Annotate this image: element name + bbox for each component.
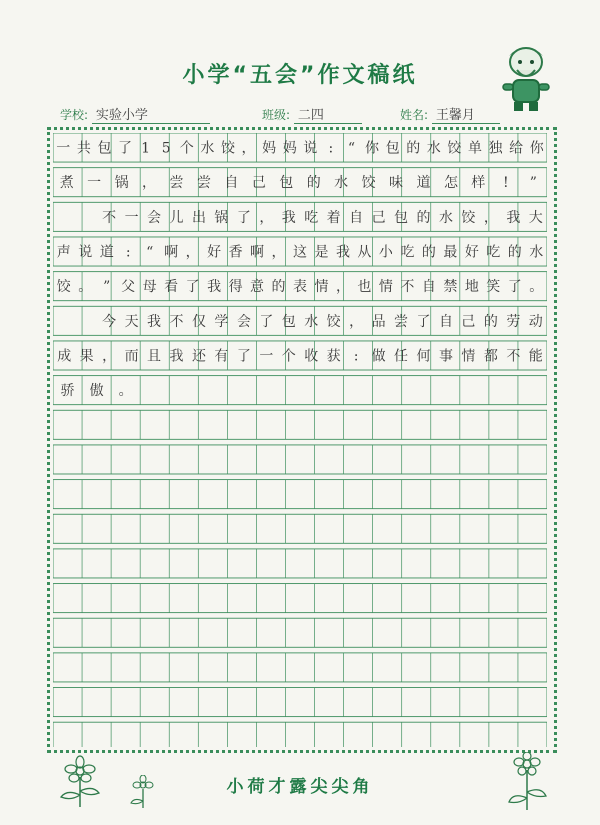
essay-char: 意: [250, 279, 265, 296]
grid-row: [53, 410, 547, 439]
essay-char: 己: [251, 175, 266, 192]
essay-char: “: [146, 244, 154, 261]
essay-char: :: [125, 244, 131, 261]
essay-char: 我: [281, 209, 296, 226]
essay-char: 仅: [191, 313, 206, 330]
essay-char: 吃: [304, 209, 319, 226]
essay-char: 饺: [220, 140, 235, 157]
essay-char: 自: [224, 175, 239, 192]
essay-char: ”: [103, 279, 111, 296]
essay-char: 会: [236, 313, 251, 330]
essay-char: 煮: [59, 175, 74, 192]
essay-char: 包: [281, 313, 296, 330]
essay-char: 锅: [214, 209, 229, 226]
essay-char: 尝: [394, 313, 409, 330]
essay-char: 事: [438, 348, 453, 365]
essay-char: 道: [416, 175, 431, 192]
essay-char: 个: [281, 348, 296, 365]
essay-char: 一: [87, 175, 102, 192]
essay-char: 水: [529, 244, 544, 261]
essay-char: ，: [259, 209, 274, 226]
grid-row: [53, 653, 547, 682]
essay-char: 妈: [262, 140, 277, 157]
paper-title: 小学“五会”作文稿纸: [182, 63, 418, 88]
essay-char: 获: [326, 348, 341, 365]
essay-char: 不: [506, 348, 521, 365]
essay-char: ，: [271, 244, 286, 261]
essay-char: 水: [304, 313, 319, 330]
essay-char: 了: [185, 279, 200, 296]
essay-char: 尝: [196, 175, 211, 192]
essay-char: 包: [97, 140, 112, 157]
grid-row: [53, 722, 547, 747]
essay-char: ，: [142, 175, 157, 192]
essay-char: 动: [528, 313, 543, 330]
essay-char: 不: [400, 279, 415, 296]
essay-char: 父: [121, 279, 136, 296]
essay-char: 表: [293, 279, 307, 296]
essay-char: 饺: [56, 279, 71, 296]
essay-char: 包: [385, 140, 400, 157]
essay-char: 饺: [361, 175, 376, 192]
essay-char: 自: [349, 209, 364, 226]
essay-char: 母: [142, 279, 157, 296]
essay-char: 。: [118, 383, 133, 400]
essay-char: ，: [483, 209, 498, 226]
essay-char: 道: [99, 244, 114, 261]
essay-char: 这: [293, 244, 307, 261]
essay-char: 情: [461, 348, 476, 365]
name-label: 姓名:: [400, 108, 429, 122]
grid-row: [53, 445, 547, 474]
essay-char: 禁: [443, 279, 458, 296]
essay-char: 说: [303, 140, 318, 157]
essay-char: 包: [279, 175, 294, 192]
essay-char: 独: [488, 140, 503, 157]
essay-char: 水: [334, 175, 349, 192]
essay-char: 的: [483, 313, 498, 330]
essay-char: ，: [102, 348, 117, 365]
essay-char: “: [347, 140, 356, 157]
cartoon-mascot-icon: [495, 42, 557, 114]
essay-char: 我: [147, 313, 162, 330]
essay-char: 任: [394, 348, 409, 365]
grid-row: [53, 688, 547, 717]
essay-char: 看: [164, 279, 179, 296]
essay-char: 水: [438, 209, 453, 226]
class-field: [262, 104, 362, 124]
essay-char: 水: [426, 140, 441, 157]
essay-char: 一: [259, 348, 274, 365]
essay-char: 是: [314, 244, 329, 261]
writing-grid: [53, 133, 547, 747]
essay-char: ，: [335, 279, 350, 296]
essay-char: 香: [228, 244, 243, 261]
essay-char: 啊: [164, 244, 179, 261]
essay-char: 我: [207, 279, 222, 296]
essay-char: 己: [461, 313, 476, 330]
essay-char: 妈: [282, 140, 297, 157]
essay-char: 啊: [250, 244, 265, 261]
essay-char: 的: [271, 279, 286, 296]
essay-char: :: [328, 140, 334, 157]
essay-char: 自: [438, 313, 453, 330]
essay-char: 天: [124, 313, 139, 330]
essay-char: 饺: [326, 313, 341, 330]
essay-char: 着: [326, 209, 341, 226]
school-value: 实验小学: [92, 104, 210, 124]
essay-char: 。: [78, 279, 93, 296]
essay-char: 共: [76, 140, 91, 157]
essay-char: 尝: [169, 175, 184, 192]
essay-char: 的: [507, 244, 522, 261]
essay-char: 我: [506, 209, 521, 226]
essay-char: 出: [191, 209, 206, 226]
essay-char: 自: [421, 279, 436, 296]
essay-char: 收: [304, 348, 319, 365]
essay-char: 儿: [169, 209, 184, 226]
essay-char: 吃: [486, 244, 501, 261]
grid-row: [53, 480, 547, 509]
essay-char: 傲: [89, 383, 104, 400]
essay-char: 大: [528, 209, 543, 226]
essay-char: 学: [214, 313, 229, 330]
name-value: 王馨月: [432, 104, 500, 124]
essay-char: 吃: [400, 244, 415, 261]
class-label: 班级:: [262, 108, 291, 122]
grid-row: [53, 618, 547, 647]
essay-char: 说: [78, 244, 93, 261]
essay-char: 包: [394, 209, 409, 226]
essay-char: 都: [483, 348, 498, 365]
essay-char: !: [503, 175, 509, 192]
essay-char: 地: [464, 279, 479, 296]
class-value: 二四: [294, 104, 362, 124]
essay-char: :: [353, 348, 359, 365]
essay-char: 的: [416, 209, 431, 226]
grid-row: [53, 514, 547, 543]
essay-char: 果: [79, 348, 94, 365]
essay-char: 的: [406, 140, 421, 157]
essay-char: ”: [529, 175, 537, 192]
essay-char: 的: [421, 244, 436, 261]
essay-char: 味: [389, 175, 404, 192]
essay-char: 个: [179, 140, 194, 157]
essay-char: 了: [236, 348, 251, 365]
essay-char: 样: [471, 175, 486, 192]
essay-char: 不: [169, 313, 184, 330]
essay-char: 一: [56, 140, 71, 157]
essay-char: 一: [124, 209, 139, 226]
essay-char: 最: [443, 244, 458, 261]
essay-char: 不: [102, 209, 117, 226]
essay-char: 的: [306, 175, 321, 192]
essay-char: ，: [185, 244, 200, 261]
essay-char: 得: [228, 279, 243, 296]
essay-char: 小: [378, 244, 393, 261]
essay-char: 单: [467, 140, 482, 157]
essay-char: 锅: [114, 175, 129, 192]
footer-slogan: 小荷才露尖尖角: [226, 777, 374, 797]
essay-char: 品: [371, 313, 386, 330]
essay-char: 何: [416, 348, 431, 365]
essay-char: 了: [259, 313, 274, 330]
essay-char: 了: [507, 279, 522, 296]
essay-char: 会: [147, 209, 162, 226]
essay-char: 了: [236, 209, 251, 226]
essay-char: 情: [378, 279, 393, 296]
essay-char: 1: [141, 140, 151, 157]
essay-char: 己: [371, 209, 386, 226]
essay-char: 你: [529, 140, 544, 157]
essay-char: 做: [371, 348, 386, 365]
essay-char: 能: [528, 348, 543, 365]
essay-char: 而: [124, 348, 139, 365]
essay-char: 从: [357, 244, 372, 261]
essay-char: 好: [207, 244, 222, 261]
essay-char: 声: [56, 244, 71, 261]
essay-char: 了: [118, 140, 133, 157]
essay-char: 怎: [443, 175, 458, 192]
essay-char: 水: [200, 140, 215, 157]
essay-char: 你: [365, 140, 380, 157]
school-label: 学校:: [60, 108, 89, 122]
essay-char: 给: [509, 140, 524, 157]
essay-char: 饺: [447, 140, 462, 157]
essay-char: 成: [57, 348, 72, 365]
essay-char: 还: [191, 348, 206, 365]
essay-char: 笑: [486, 279, 501, 296]
essay-char: 饺: [461, 209, 476, 226]
essay-char: ，: [241, 140, 256, 157]
name-field: [400, 104, 500, 124]
essay-char: 劳: [506, 313, 521, 330]
school-field: [60, 104, 210, 124]
essay-char: 好: [464, 244, 479, 261]
essay-char: 有: [214, 348, 229, 365]
grid-row: [53, 584, 547, 613]
essay-char: 我: [169, 348, 184, 365]
essay-char: 5: [161, 140, 171, 157]
essay-char: 且: [147, 348, 162, 365]
essay-char: 我: [335, 244, 350, 261]
essay-char: 了: [416, 313, 431, 330]
essay-char: 。: [529, 279, 544, 296]
essay-char: 也: [357, 279, 372, 296]
essay-char: 情: [314, 279, 329, 296]
grid-row: [53, 549, 547, 578]
essay-char: ，: [349, 313, 364, 330]
essay-char: 骄: [60, 383, 75, 400]
essay-char: 今: [102, 313, 117, 330]
